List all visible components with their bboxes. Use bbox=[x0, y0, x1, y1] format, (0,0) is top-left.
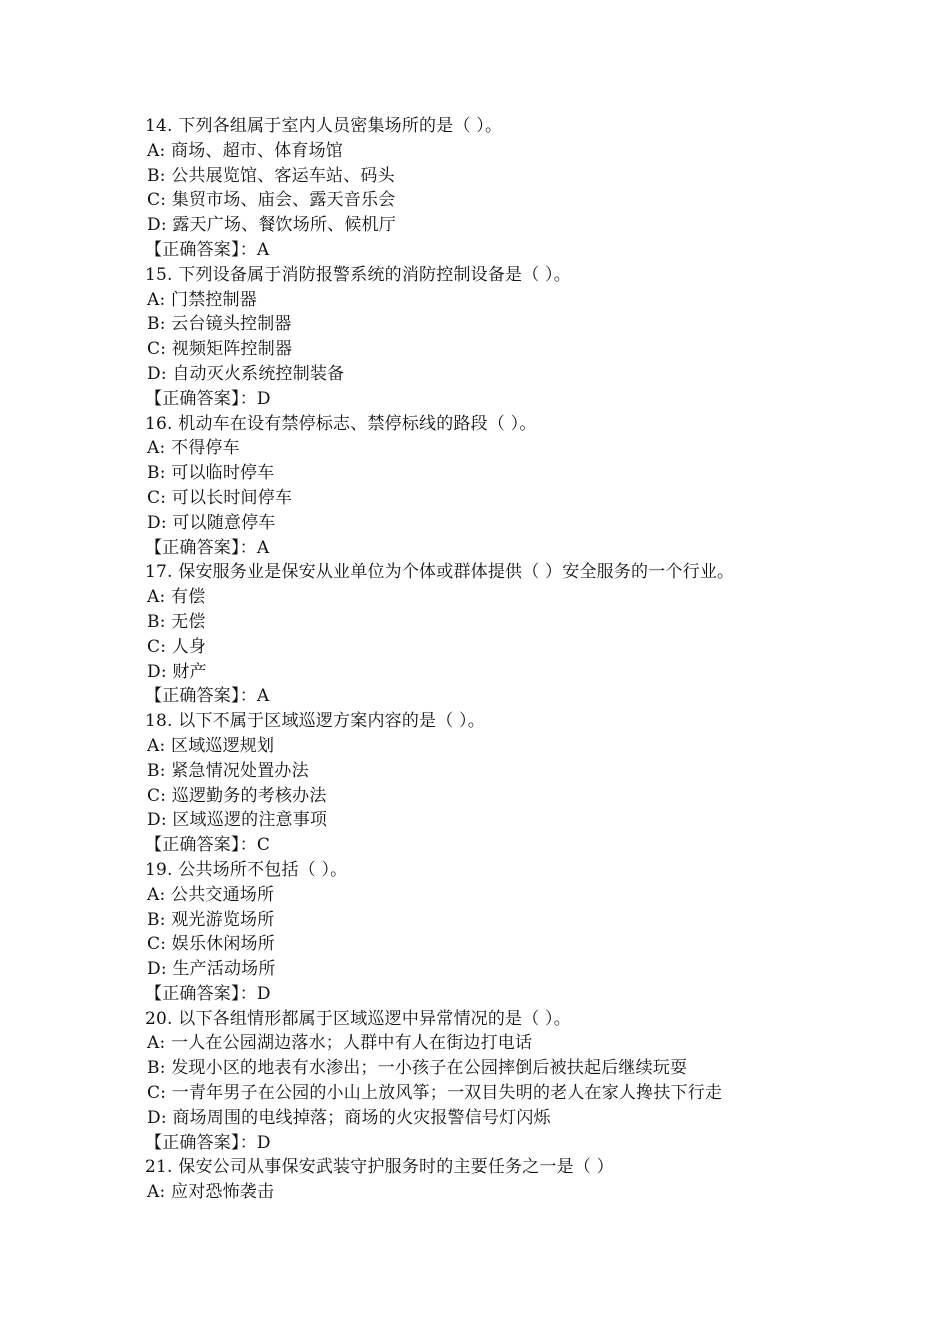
option-a: A: 商场、超市、体育场馆 bbox=[147, 140, 344, 161]
option-b: B: 可以临时停车 bbox=[147, 463, 275, 484]
question-stem: 21. 保安公司从事保安武装守护服务时的主要任务之一是（ ） bbox=[145, 1157, 614, 1178]
correct-answer: 【正确答案】：A bbox=[145, 239, 270, 260]
option-a: A: 公共交通场所 bbox=[147, 884, 275, 905]
option-a: A: 门禁控制器 bbox=[147, 289, 258, 310]
question-stem: 14. 下列各组属于室内人员密集场所的是（ ）。 bbox=[145, 116, 503, 136]
option-c: C: 巡逻勤务的考核办法 bbox=[147, 785, 327, 806]
option-c: C: 集贸市场、庙会、露天音乐会 bbox=[147, 190, 396, 211]
correct-answer: 【正确答案】：D bbox=[145, 983, 271, 1004]
option-b: B: 无偿 bbox=[147, 611, 206, 632]
option-c: C: 可以长时间停车 bbox=[147, 487, 293, 508]
option-a: A: 不得停车 bbox=[147, 438, 240, 459]
option-a: A: 有偿 bbox=[147, 587, 206, 608]
correct-answer: 【正确答案】：D bbox=[145, 388, 271, 409]
option-d: D: 财产 bbox=[147, 661, 207, 682]
correct-answer: 【正确答案】：A bbox=[145, 686, 270, 707]
option-d: D: 露天广场、餐饮场所、候机厅 bbox=[147, 215, 396, 236]
option-d: D: 生产活动场所 bbox=[147, 959, 276, 980]
option-a: A: 一人在公园湖边落水；人群中有人在街边打电话 bbox=[147, 1033, 533, 1054]
option-b: B: 紧急情况处置办法 bbox=[147, 760, 309, 781]
option-c: C: 人身 bbox=[147, 636, 207, 657]
question-stem: 15. 下列设备属于消防报警系统的消防控制设备是（ ）。 bbox=[145, 264, 571, 285]
option-d: D: 商场周围的电线掉落；商场的火灾报警信号灯闪烁 bbox=[147, 1107, 551, 1128]
correct-answer: 【正确答案】：A bbox=[145, 537, 270, 558]
option-b: B: 观光游览场所 bbox=[147, 909, 275, 930]
option-c: C: 娱乐休闲场所 bbox=[147, 934, 275, 955]
question-stem: 17. 保安服务业是保安从业单位为个体或群体提供（ ）安全服务的一个行业。 bbox=[145, 562, 735, 583]
option-a: A: 应对恐怖袭击 bbox=[147, 1182, 275, 1203]
question-stem: 16. 机动车在设有禁停标志、禁停标线的路段（ ）。 bbox=[145, 413, 537, 434]
correct-answer: 【正确答案】：C bbox=[145, 835, 271, 856]
question-stem: 20. 以下各组情形都属于区域巡逻中异常情况的是（ ）。 bbox=[145, 1008, 571, 1029]
correct-answer: 【正确答案】：D bbox=[145, 1132, 271, 1153]
option-a: A: 区域巡逻规划 bbox=[147, 735, 275, 756]
option-c: C: 一青年男子在公园的小山上放风筝；一双目失明的老人在家人搀扶下行走 bbox=[147, 1083, 723, 1104]
question-stem: 19. 公共场所不包括（ ）。 bbox=[145, 859, 348, 880]
option-b: B: 发现小区的地表有水渗出；一小孩子在公园摔倒后被扶起后继续玩耍 bbox=[147, 1058, 688, 1079]
option-c: C: 视频矩阵控制器 bbox=[147, 339, 293, 360]
question-stem: 18. 以下不属于区域巡逻方案内容的是（ ）。 bbox=[145, 711, 485, 732]
option-b: B: 公共展览馆、客运车站、码头 bbox=[147, 165, 395, 186]
option-d: D: 自动灭火系统控制装备 bbox=[147, 363, 345, 384]
option-d: D: 可以随意停车 bbox=[147, 512, 276, 533]
option-b: B: 云台镜头控制器 bbox=[147, 314, 292, 335]
option-d: D: 区域巡逻的注意事项 bbox=[147, 810, 328, 831]
question-list bbox=[145, 114, 925, 1205]
